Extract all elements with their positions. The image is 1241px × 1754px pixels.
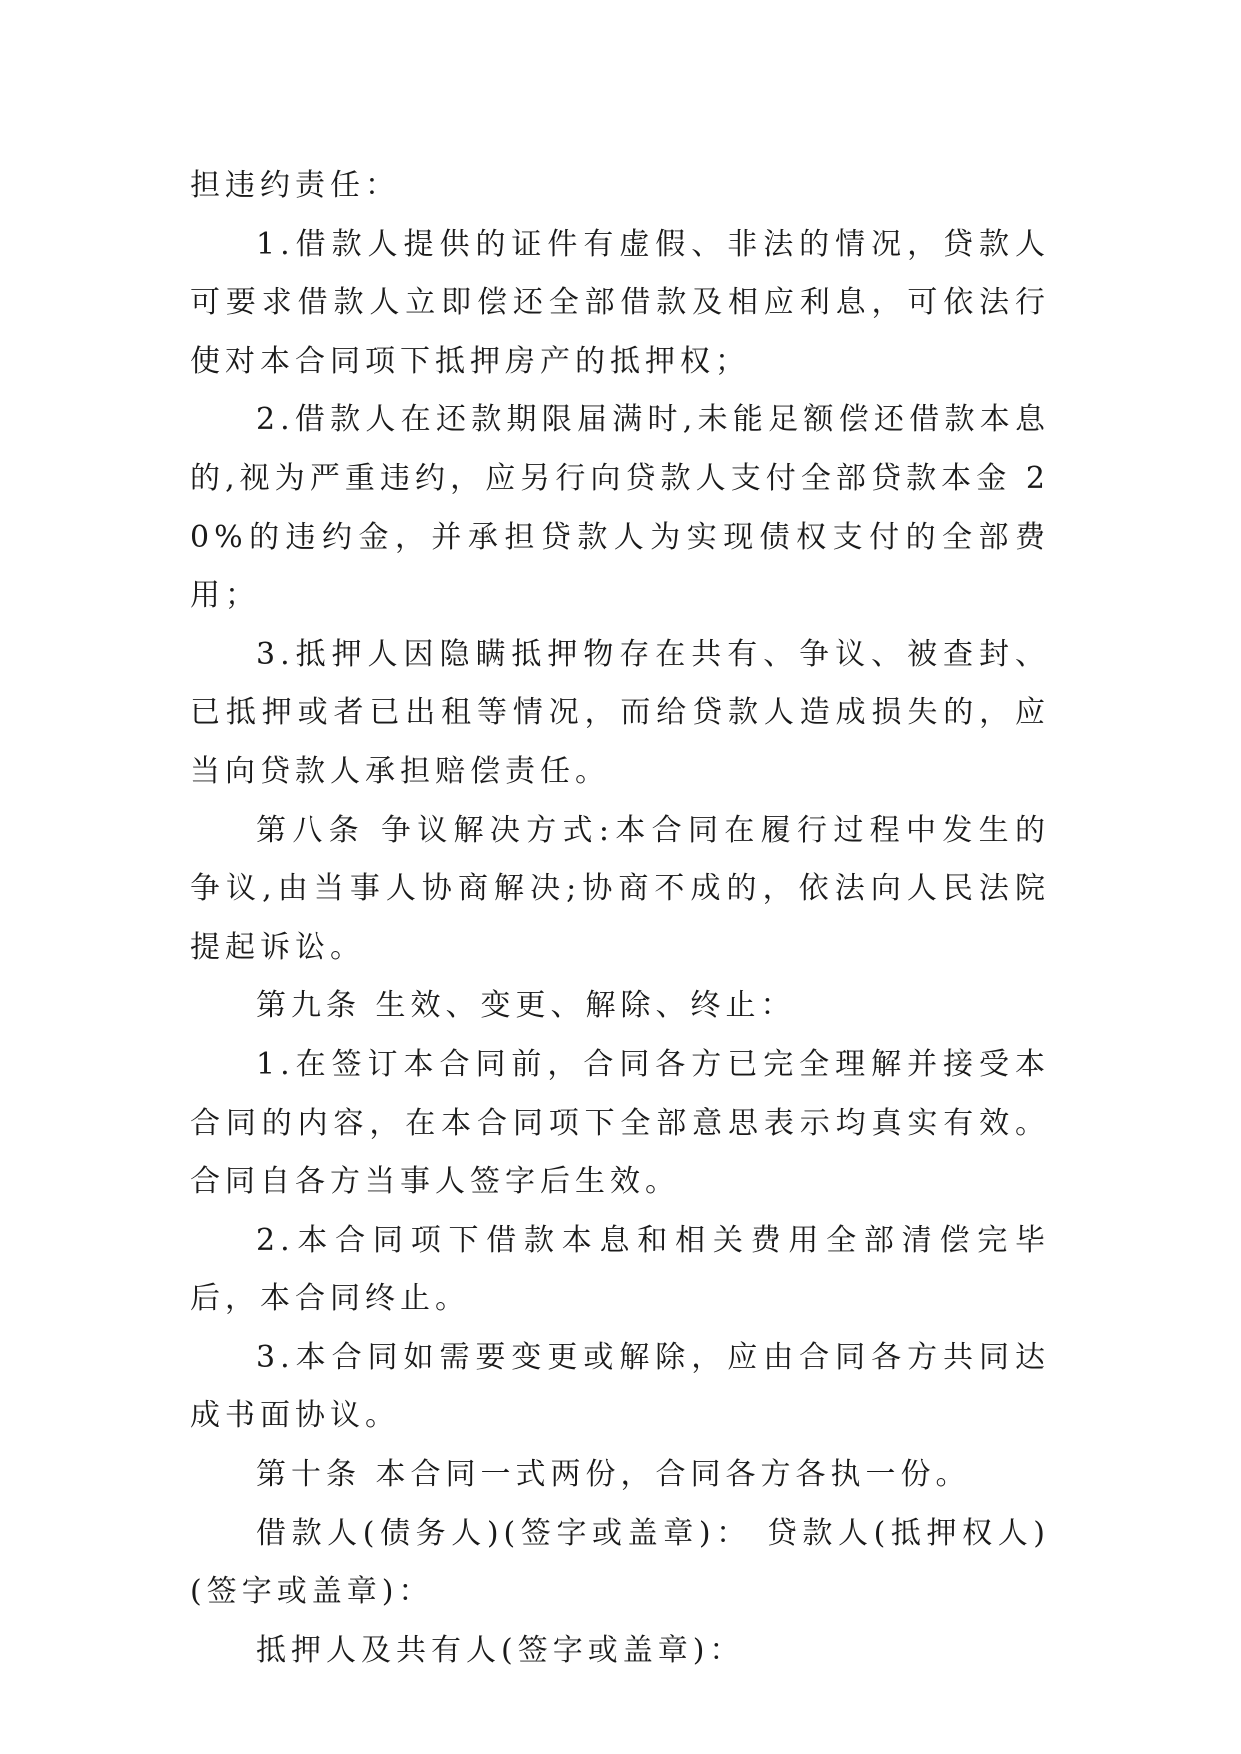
paragraph-article-9-item-1: 1.在签订本合同前，合同各方已完全理解并接受本合同的内容，在本合同项下全部意思表示均真实有效。合同自各方当事人签字后生效。 [190,1046,1050,1200]
paragraph-article-9-item-2: 2.本合同项下借款本息和相关费用全部清偿完毕后，本合同终止。 [190,1222,1050,1317]
paragraph-breach-item-1: 1.借款人提供的证件有虚假、非法的情况，贷款人可要求借款人立即偿还全部借款及相应利息，可依法行使对本合同项下抵押房产的抵押权； [190,226,1050,379]
paragraph-breach-item-2: 2.借款人在还款期限届满时,未能足额偿还借款本息的,视为严重违约，应另行向贷款人支付全部贷款本金 20%的违约金，并承担贷款人为实现债权支付的全部费用； [190,402,1050,614]
paragraph-article-8: 第八条 争议解决方式:本合同在履行过程中发生的争议,由当事人协商解决;协商不成的，依法向人民法院提起诉讼。 [190,812,1050,965]
signature-line-parties: 借款人(债务人)(签字或盖章)： 贷款人(抵押权人)(签字或盖章)： [190,1515,1050,1610]
paragraph-article-9-item-3: 3.本合同如需要变更或解除，应由合同各方共同达成书面协议。 [190,1339,1050,1434]
contract-body [190,157,1050,1680]
paragraph-breach-intro: 担违约责任： [190,168,400,203]
paragraph-breach-item-3: 3.抵押人因隐瞒抵押物存在共有、争议、被查封、已抵押或者已出租等情况，而给贷款人造成损失的，应当向贷款人承担赔偿责任。 [190,636,1050,789]
signature-line-mortgagor: 抵押人及共有人(签字或盖章)： [256,1632,745,1668]
paragraph-article-10: 第十条 本合同一式两份，合同各方各执一份。 [256,1457,971,1493]
paragraph-article-9-heading: 第九条 生效、变更、解除、终止： [256,988,796,1024]
